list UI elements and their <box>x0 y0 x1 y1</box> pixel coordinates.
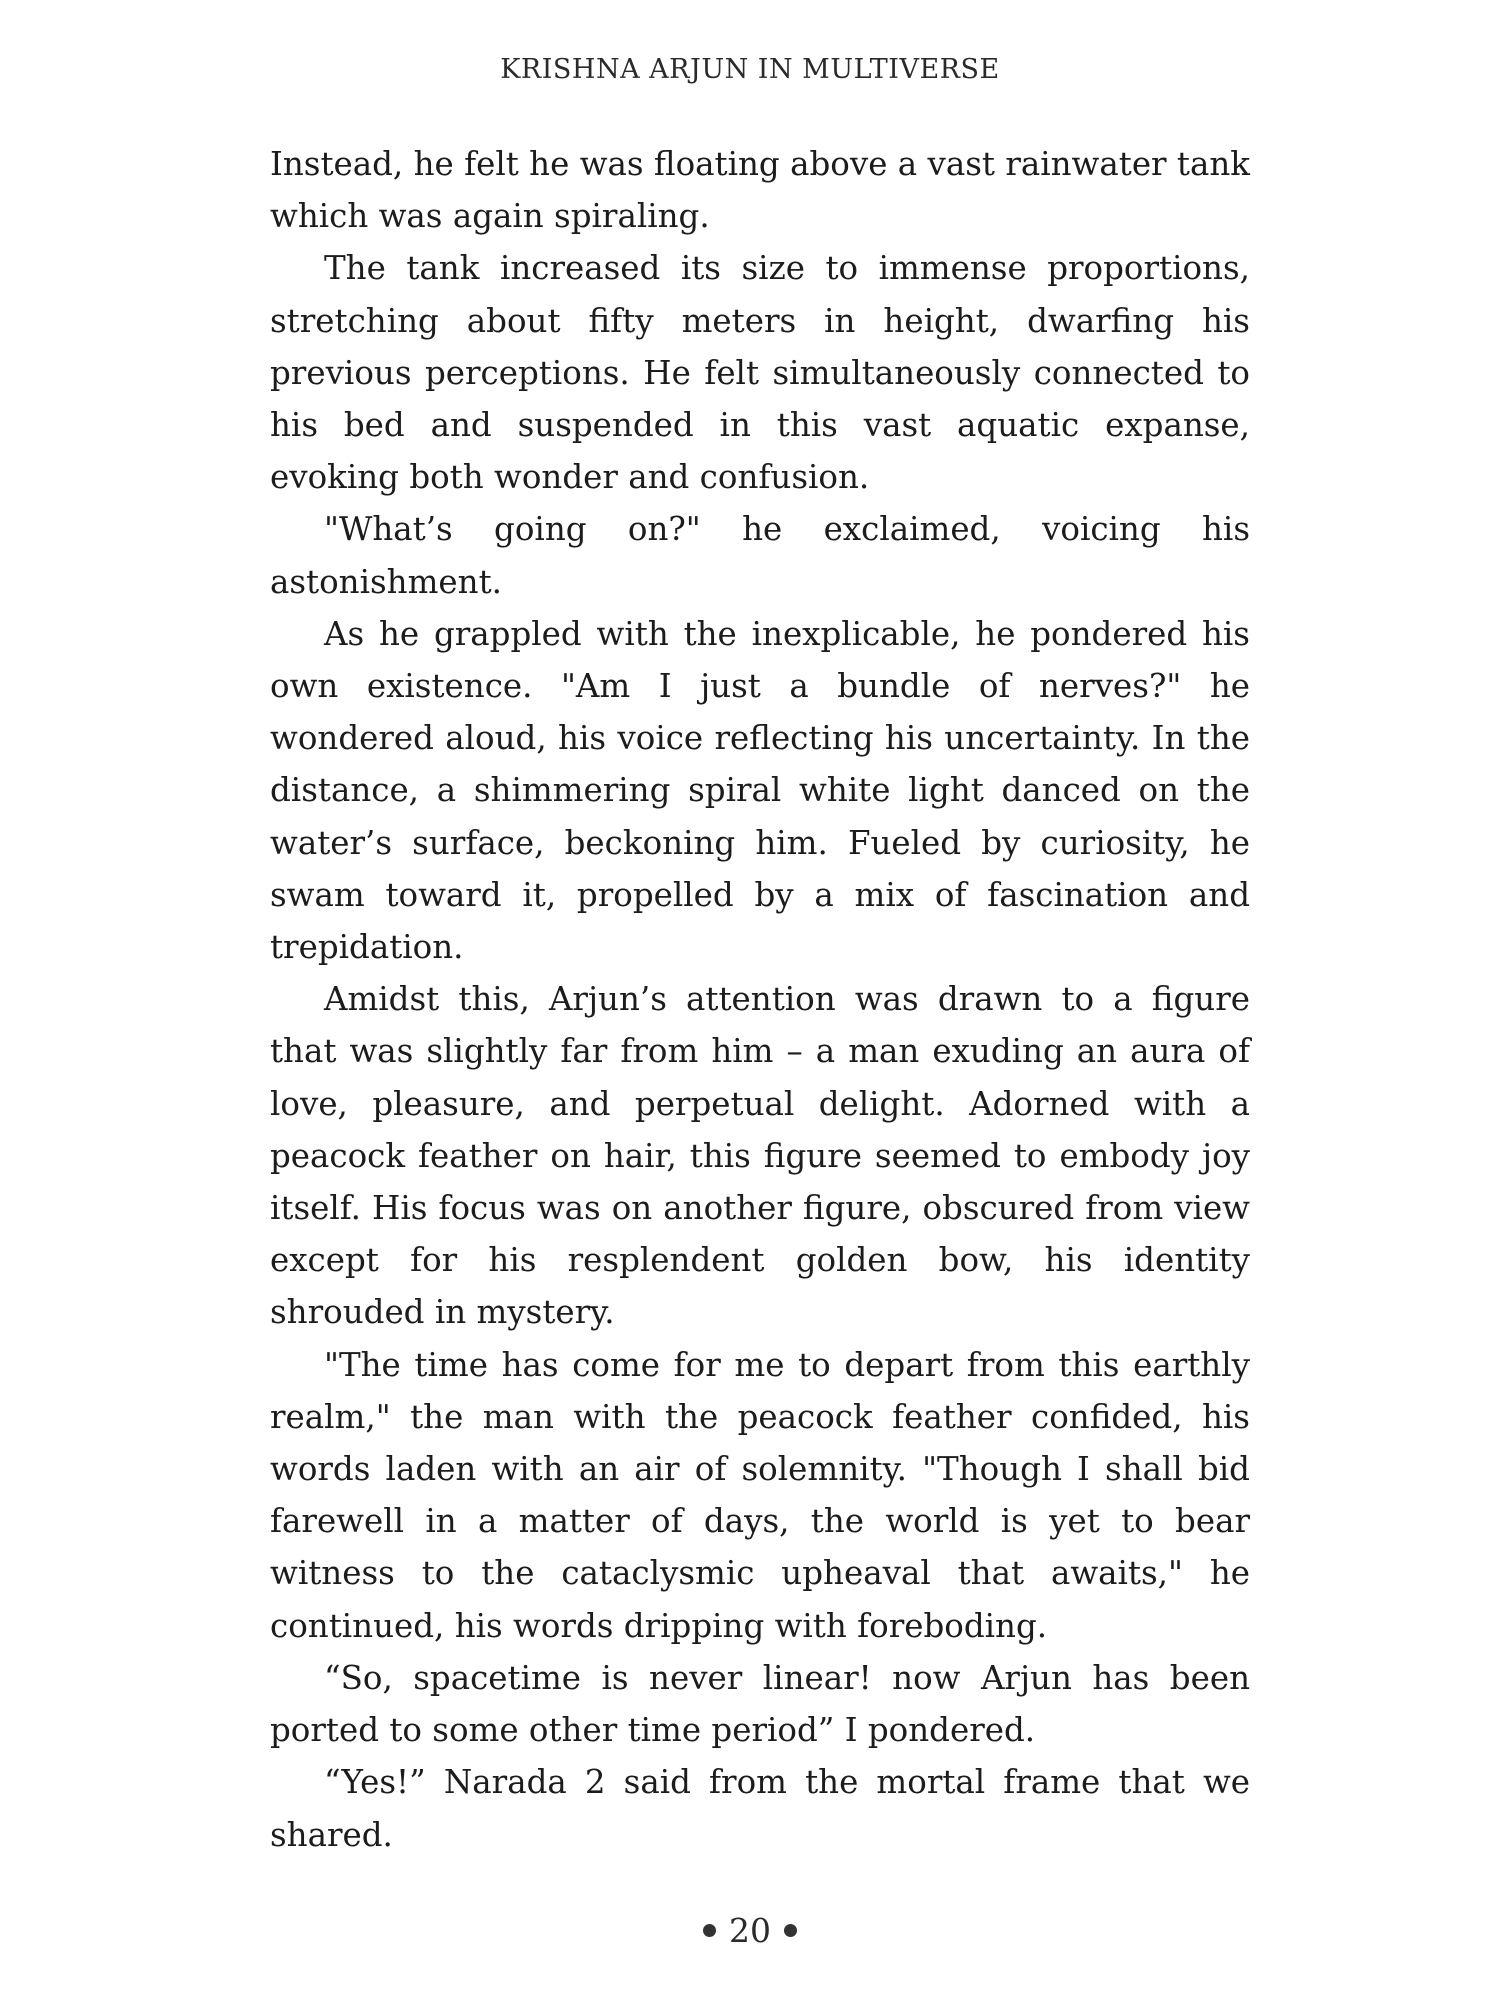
page-number-footer <box>0 1911 1500 1950</box>
paragraph: "What’s going on?" he exclaimed, voicing his astonishment. <box>270 510 1250 601</box>
paragraph: Instead, he felt he was floating above a vast rainwater tank which was again spiraling. <box>270 145 1250 236</box>
bullet-ornament-icon <box>703 1924 716 1937</box>
bullet-ornament-icon <box>784 1924 797 1937</box>
paragraph: The tank increased its size to immense proportions, stretching about fifty meters in height, dwarfing his previous perceptions. He felt simultaneously connected to his bed and suspended in this vast aquatic expanse, evoking both wonder and confusion. <box>270 249 1250 497</box>
running-head: KRISHNA ARJUN IN MULTIVERSE <box>500 54 1000 85</box>
body-text <box>270 138 1250 1861</box>
paragraph: "The time has come for me to depart from this earthly realm," the man with the peacock feather confided, his words laden with an air of solemnity. "Though I shall bid farewell in a matter of days, the world is yet to bear witness to the cataclysmic upheaval that awaits," he continued, his words dripping with foreboding. <box>270 1345 1250 1645</box>
page-number: 20 <box>729 1911 771 1950</box>
paragraph: “Yes!” Narada 2 said from the mortal frame that we shared. <box>270 1763 1250 1854</box>
paragraph: Amidst this, Arjun’s attention was drawn to a figure that was slightly far from him – a man exuding an aura of love, pleasure, and perpetual delight. Adorned with a peacock feather on hair, this figure seemed to embody joy itself. His focus was on another figure, obscured from view except for his resplendent golden bow, his identity shrouded in mystery. <box>270 980 1250 1332</box>
paragraph: “So, spacetime is never linear! now Arjun has been ported to some other time period” I pondered. <box>270 1658 1250 1750</box>
paragraph: As he grappled with the inexplicable, he pondered his own existence. "Am I just a bundle of nerves?" he wondered aloud, his voice reflecting his uncertainty. In the distance, a shimmering spiral white light danced on the water’s surface, beckoning him. Fueled by curiosity, he swam toward it, propelled by a mix of fascination and trepidation. <box>270 614 1250 967</box>
